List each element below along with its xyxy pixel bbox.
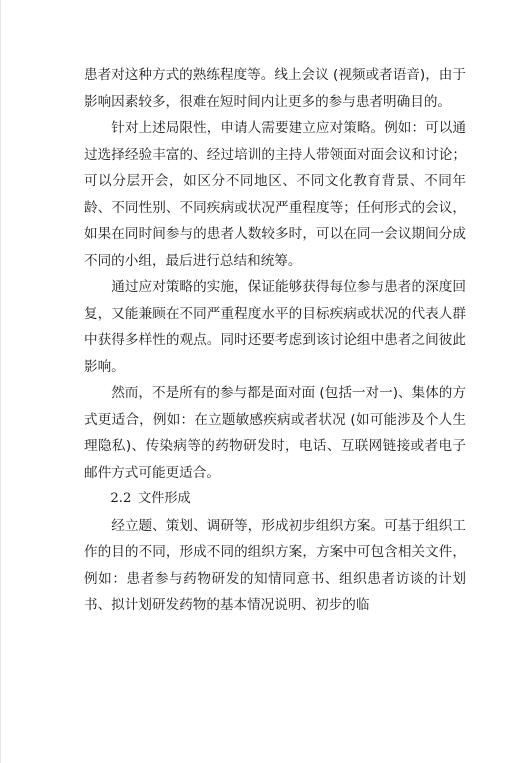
- section-title: 文件形成: [137, 491, 191, 506]
- section-heading: [84, 486, 466, 513]
- document-body: [84, 62, 466, 619]
- paragraph-alternatives: 然而，不是所有的参与都是面对面 (包括一对一)、集体的方式更适合，例如：在立题敏感疾病或者状况 (如可能涉及个人生理隐私)、传染病等的药物研发时，电话、互联网链接或者电子邮件方式可能更适合。: [84, 385, 466, 481]
- paragraph-implementation: 通过应对策略的实施，保证能够获得每位参与患者的深度回复，又能兼顾在不同严重程度水平的目标疾病或状况的代表人群中获得多样性的观点。同时还要考虑到该讨论组中患者之间彼此影响。: [84, 279, 466, 375]
- paragraph-document-formation: 经立题、策划、调研等，形成初步组织方案。可基于组织工作的目的不同，形成不同的组织方案，方案中可包含相关文件，例如：患者参与药物研发的知情同意书、组织患者访谈的计划书、拟计划研发药物的基本情况说明、初步的临: [84, 517, 466, 613]
- page-left-border: [0, 0, 1, 763]
- paragraph-continued: 患者对这种方式的熟练程度等。线上会议 (视频或者语音)，由于影响因素较多，很难在短时间内让更多的参与患者明确目的。: [84, 67, 466, 110]
- paragraph-strategies: 针对上述局限性，申请人需要建立应对策略。例如：可以通过选择经验丰富的、经过培训的主持人带领面对面会议和讨论；可以分层开会，如区分不同地区、不同文化教育背景、不同年龄、不同性别、不同疾病或状况严重程度等；任何形式的会议，如果在同时间参与的患者人数较多时，可以在同一会议期间分成不同的小组，最后进行总结和统筹。: [84, 120, 466, 269]
- section-number: 2.2: [110, 491, 132, 506]
